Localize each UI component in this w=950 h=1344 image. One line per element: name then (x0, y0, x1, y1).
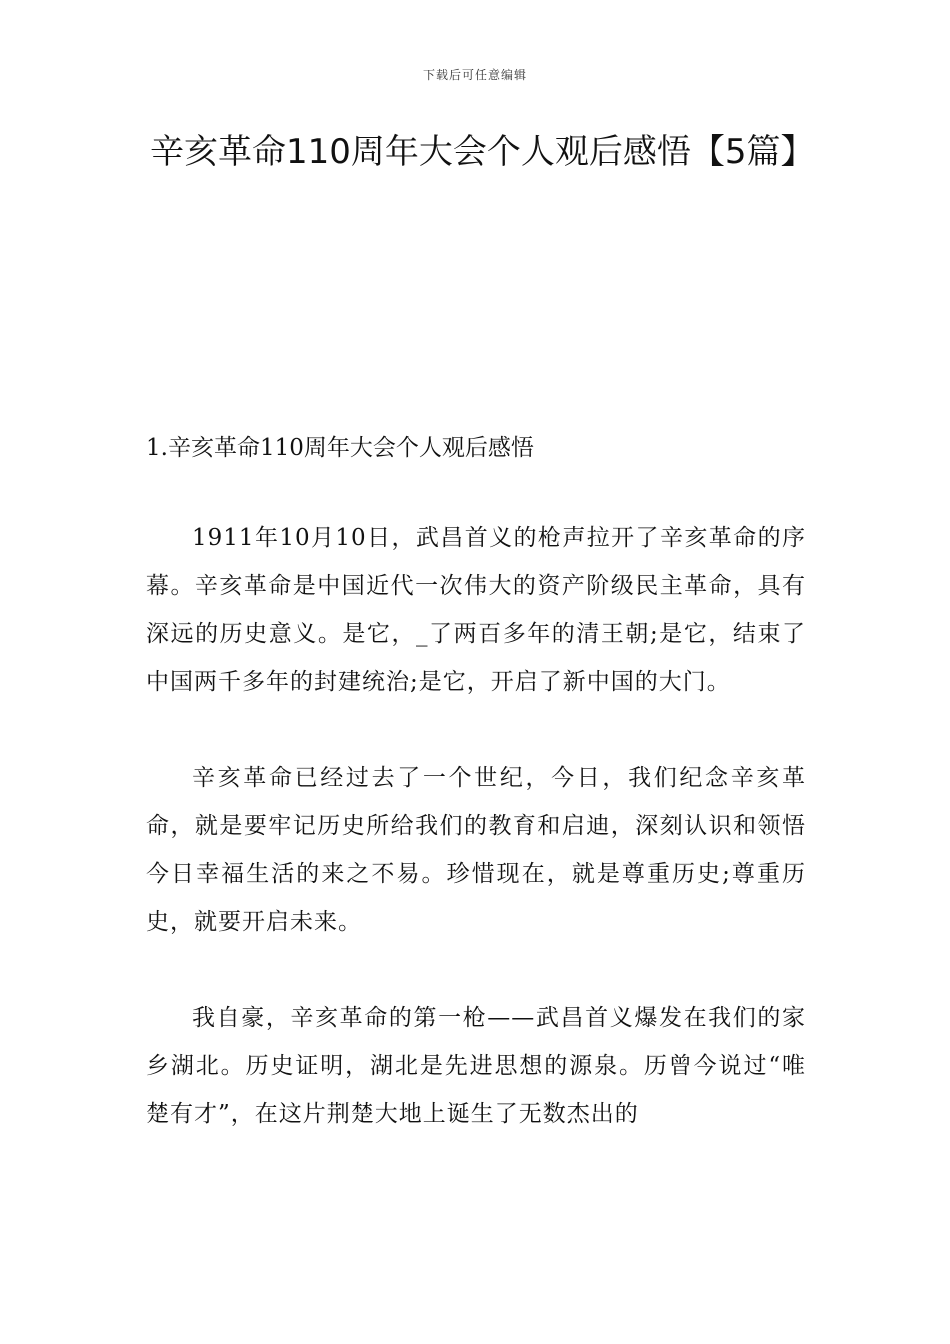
paragraph-2: 辛亥革命已经过去了一个世纪，今日，我们纪念辛亥革命，就是要牢记历史所给我们的教育和启迪，深刻认识和领悟今日幸福生活的来之不易。珍惜现在，就是尊重历史;尊重历史，就要开启未来。 (146, 765, 806, 935)
document-title: 辛亥革命110周年大会个人观后感悟【5篇】 (150, 132, 815, 172)
paragraph-3: 我自豪，辛亥革命的第一枪——武昌首义爆发在我们的家乡湖北。历史证明，湖北是先进思想的源泉。历曾今说过“唯楚有才”，在这片荆楚大地上诞生了无数杰出的 (146, 1005, 806, 1127)
header-note: 下载后可任意编辑 (422, 68, 527, 82)
document-body (146, 426, 806, 1186)
paragraph-1: 1911年10月10日，武昌首义的枪声拉开了辛亥革命的序幕。辛亥革命是中国近代一次伟大的资产阶级民主革命，具有深远的历史意义。是它，_了两百多年的清王朝;是它，结束了中国两千多年的封建统治;是它，开启了新中国的大门。 (146, 525, 806, 695)
section-heading: 1.辛亥革命110周年大会个人观后感悟 (146, 435, 534, 461)
